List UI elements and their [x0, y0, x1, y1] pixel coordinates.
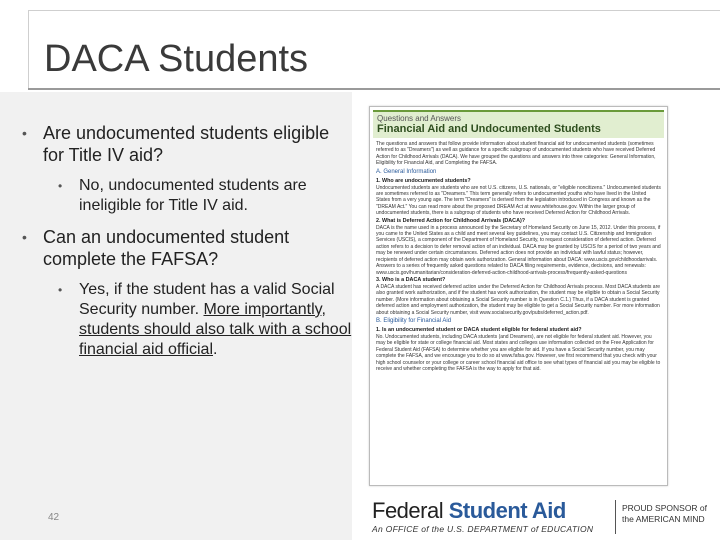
page-number: 42 [48, 512, 60, 523]
bullet-item [22, 226, 352, 270]
sponsor-tagline [622, 503, 707, 525]
document-question: 3. Who is a DACA student? [376, 276, 446, 283]
fsa-brand-name [372, 498, 593, 524]
document-title: Financial Aid and Undocumented Students [377, 123, 601, 135]
logo-divider [615, 500, 616, 534]
document-question: 1. Is an undocumented student or DACA student eligible for federal student aid? [376, 326, 582, 333]
fsa-brand-bold: Student Aid [448, 498, 566, 523]
sponsor-line-2: the AMERICAN MIND [622, 514, 705, 524]
bullet-dot-icon: • [58, 283, 63, 297]
title-vertical-rule [28, 10, 29, 90]
slide-title: DACA Students [44, 38, 309, 80]
sub-bullet-item [58, 280, 352, 360]
document-answer: No. Undocumented students, including DACA students (and Dreamers), are not eligible for federal student aid. However, you may be eligible for state or college financial aid. Most states and colleges use information collected on the Free Application for Federal Student Aid (FAFSA) to determine whether you are eligible for aid. If you have a Social Security number, you may complete the FAFSA, and we encourage you to do so at www.fafsa.gov. However, we first recommend that you check with your high school counselor or your college or career school financial aid office to see what types of financial aid you may be eligible to receive and whether completing the FAFSA is the way to apply for that aid. [376, 333, 661, 372]
financial-aid-official-link[interactable]: More importantly, students should also talk with a school financial aid official [79, 301, 352, 358]
fsa-brand-subtitle: An OFFICE of the U.S. DEPARTMENT of EDUCATION [372, 524, 594, 534]
document-answer: Undocumented students are students who are not U.S. citizens, U.S. nationals, or "eligible noncitizens." Undocumented students are sometimes referred to as "Dreamers." This term generally refers to undocumented youths who have lived in the United States from a very young age. The term "Dreamers" is derived from the legislation introduced in Congress and known as the "DREAM Act." You can read more about the proposed DREAM Act at www.whitehouse.gov. Within the larger group of undocumented students, there is a subgroup of students who have received Deferred Action for Childhood Arrivals. [376, 184, 661, 217]
bullet-text: Can an undocumented student complete the FAFSA? [43, 227, 290, 269]
document-question: 2. What is Deferred Action for Childhood Arrivals (DACA)? [376, 217, 526, 224]
bullet-dot-icon: • [58, 179, 63, 193]
document-header-label: Questions and Answers [377, 114, 462, 123]
title-underline [28, 88, 720, 90]
document-section-heading: B. Eligibility for Financial Aid [376, 317, 452, 324]
sub-bullet-end: . [213, 341, 218, 358]
fsa-logo [372, 498, 593, 534]
fsa-brand-regular: Federal [372, 498, 449, 523]
bullet-text: Are undocumented students eligible for Title IV aid? [43, 123, 330, 165]
bullet-list [22, 122, 352, 370]
title-top-rule [28, 10, 720, 11]
document-answer: A DACA student has received deferred action under the Deferred Action for Childhood Arrivals process. Most DACA students are also granted work authorization, and if the student has work authorization, the student may be eligible to obtain a Social Security number. (More information about obtaining a Social Security number is in Question C.1.) Thus, if a DACA student is granted deferred action and employment authorization, the student may be eligible to get a Social Security number. For more information about obtaining a Social Security number, visit www.socialsecurity.gov/pubs/deferred_action.pdf. [376, 283, 661, 316]
sponsor-line-1: PROUD SPONSOR of [622, 503, 708, 513]
sub-bullet-text: Yes, if the student has a valid Social Security number. [79, 281, 335, 318]
sub-bullet-text: No, undocumented students are ineligible for Title IV aid. [79, 177, 307, 214]
bullet-dot-icon: • [22, 229, 27, 245]
title-area [0, 0, 720, 92]
document-section-heading: A. General Information [376, 168, 437, 175]
document-question: 1. Who are undocumented students? [376, 177, 471, 184]
qa-document-image [369, 106, 668, 486]
bullet-dot-icon: • [22, 125, 27, 141]
document-answer: DACA is the name used in a process announced by the Secretary of Homeland Security on June 15, 2012. Under this process, if you came to the United States as a child and meet several key guidelines, you may contact U.S. Citizenship and Immigration Services (USCIS), a component of the Department of Homeland Security, to request consideration of deferred action. Deferred action refers to a decision to defer removal action of an individual. DACA may be granted by USCIS for a period of two years and may be renewed under certain circumstances. Deferred action does not provide an individual with lawful status; however, recipients of deferred action may obtain work authorization. General information about DACA: www.uscis.gov/childhoodarrivals. Answers to a series of frequently asked questions related to DACA filing requirements, evidence, decisions, and renewals: www.uscis.gov/humanitarian/consideration-deferred-action-childhood-arrivals-process/frequently-asked-questions [376, 224, 661, 276]
document-intro: The questions and answers that follow provide information about student financial aid for undocumented students (sometimes referred to as "Dreamers") as well as guidance for a specific subgroup of undocumented students who have received Deferred Action for Childhood Arrivals (DACA). We have grouped the questions and answers into three categories: General Information, Eligibility for Financial Aid, and Completing the FAFSA. [376, 141, 656, 167]
bullet-item [22, 122, 352, 166]
document-header [373, 110, 664, 138]
sub-bullet-item [58, 176, 352, 216]
